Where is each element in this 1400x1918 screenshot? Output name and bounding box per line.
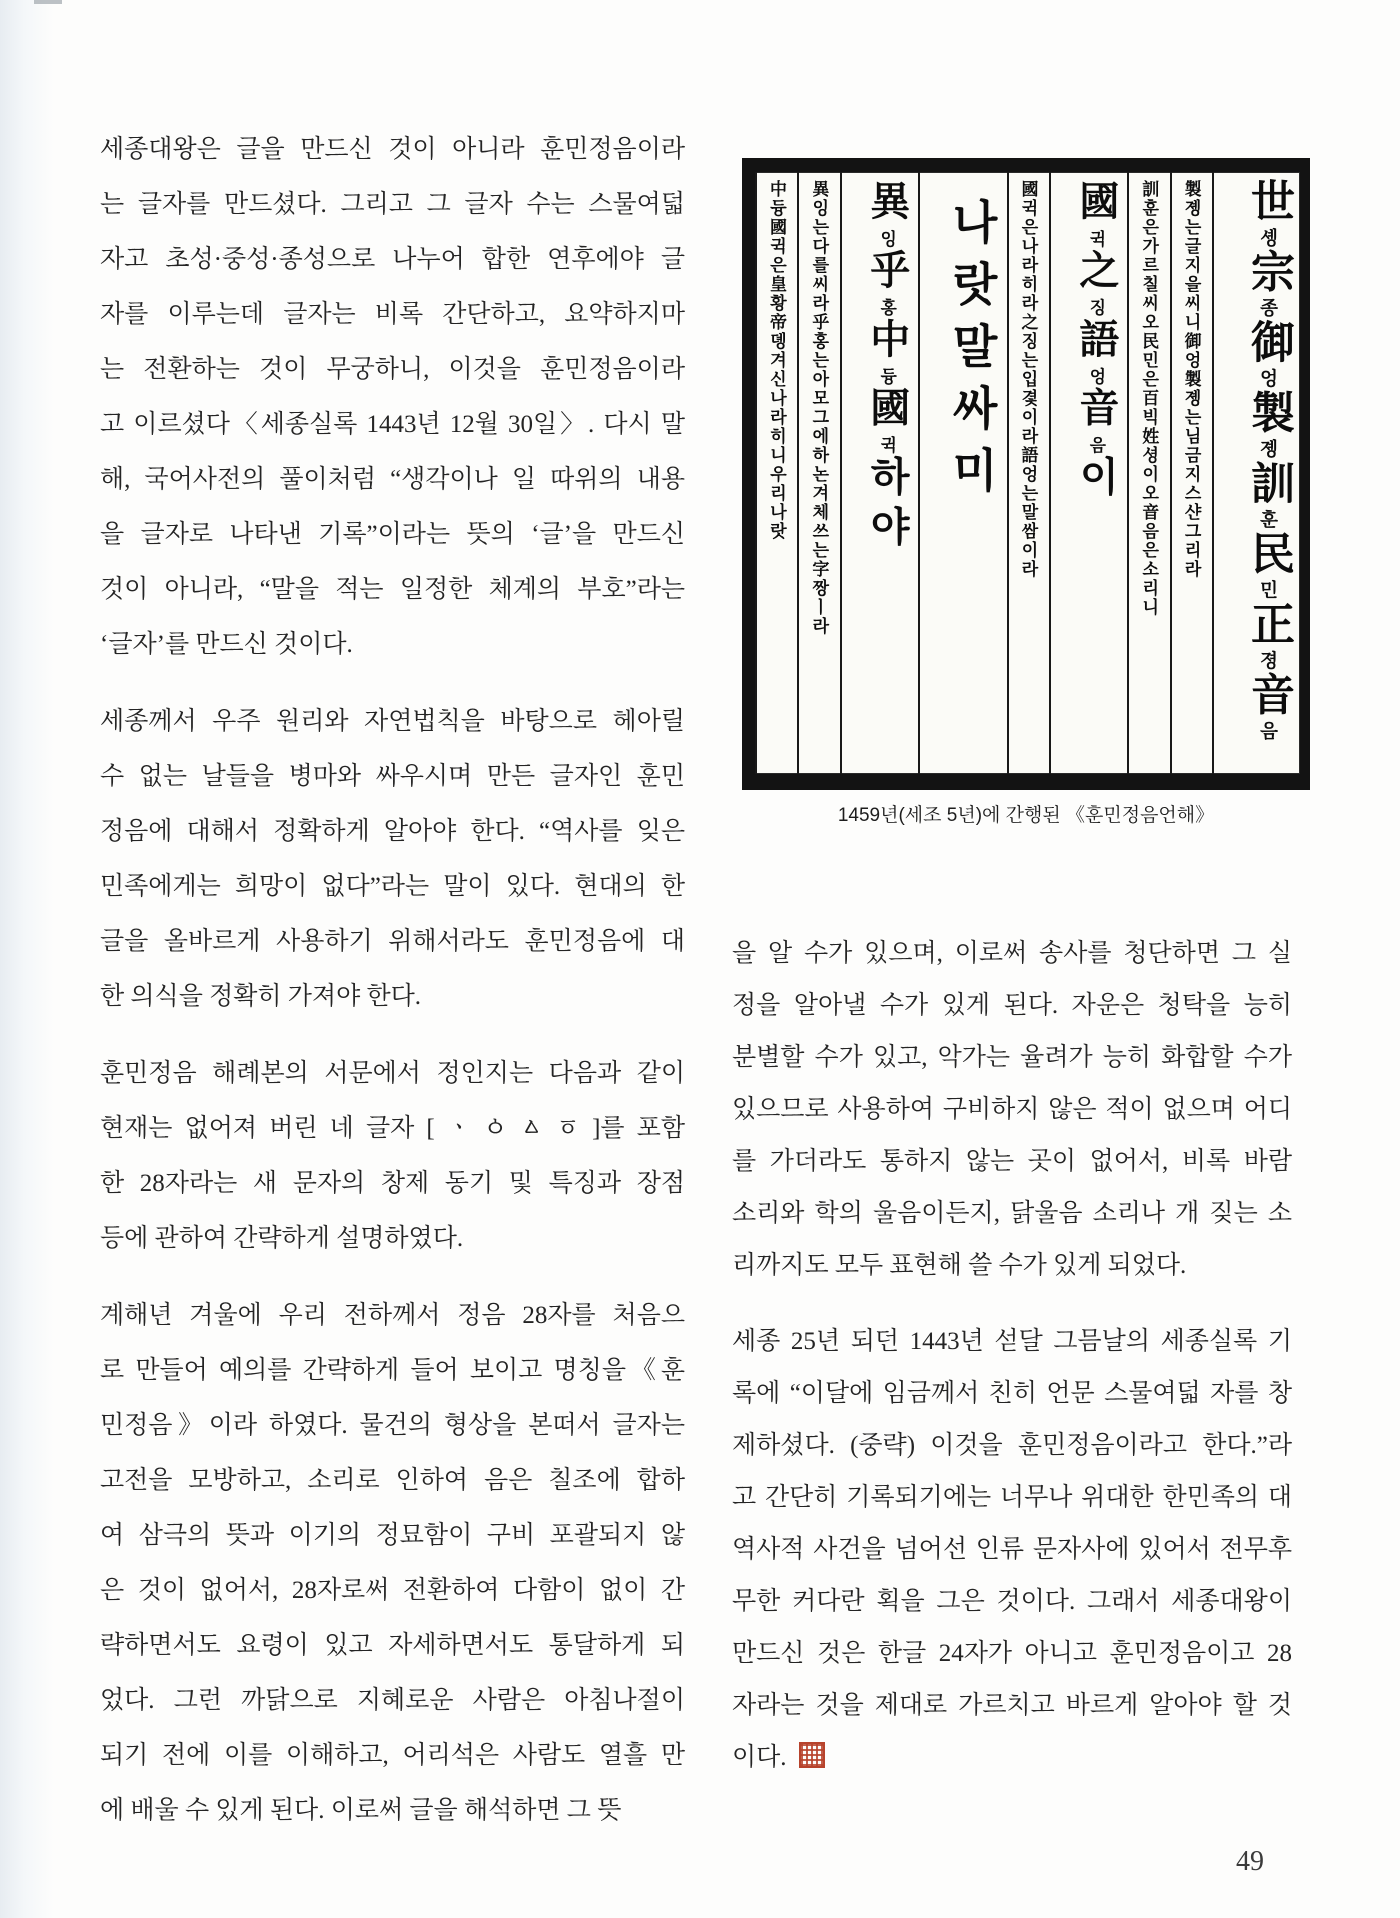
scan-artifact: [34, 0, 62, 4]
facsimile-gloss: 졍: [1258, 650, 1278, 672]
text-line: 만드신 것은 한글 24자가 아니고 훈민정음이고 28: [732, 1640, 1292, 1667]
facsimile-gloss: 훈: [1258, 509, 1278, 531]
facsimile-gloss: 솅: [1258, 228, 1278, 249]
facsimile-gloss: 엉: [1258, 368, 1278, 390]
hunminjeongeum-facsimile-image: [742, 158, 1310, 790]
facsimile-column: [1049, 172, 1125, 774]
text-line: 는 전환하는 것이 무궁하니, 이것을 훈민정음이라: [100, 356, 685, 383]
text-line: 을 알 수가 있으며, 이로써 송사를 청단하면 그 실: [732, 940, 1292, 967]
facsimile-character: 正: [1244, 600, 1293, 651]
text-line: 을 글자로 나타낸 기록”이라는 뜻의 ‘글’을 만드신: [100, 521, 685, 548]
text-line: 분별할 수가 있고, 악가는 율려가 능히 화합할 수가: [732, 1044, 1292, 1071]
facsimile-character: 語: [1073, 317, 1119, 368]
text-line: 록에 “이달에 임금께서 친히 언문 스물여덟 자를 창: [732, 1380, 1292, 1407]
text-line: 현재는 없어져 버린 네 글자 [ ㆍ ㆁ ㅿ ㆆ ]를 포함: [100, 1115, 685, 1142]
text-line: 되기 전에 이를 이해하고, 어리석은 사람도 열흘 만: [100, 1742, 685, 1769]
facsimile-gloss: 징: [1086, 298, 1106, 318]
paragraph: [100, 1288, 685, 1838]
text-line: 었다. 그런 까닭으로 지혜로운 사람은 아침나절이: [100, 1687, 685, 1714]
text-line: 훈민정음 해례본의 서문에서 정인지는 다음과 같이: [100, 1060, 685, 1087]
text-line: 리까지도 모두 표현해 쓸 수가 있게 되었다.: [732, 1252, 1187, 1279]
text-line: 민족에게는 희망이 없다”라는 말이 있다. 현대의 한: [100, 873, 685, 900]
text-line: 한 의식을 정확히 가져야 한다.: [100, 983, 422, 1010]
text-line: 세종대왕은 글을 만드신 것이 아니라 훈민정음이라: [100, 136, 685, 163]
left-text-column: [100, 122, 685, 1838]
text-line: 계해년 겨울에 우리 전하께서 정음 28자를 처음으: [100, 1302, 685, 1329]
text-line: 은 것이 없어서, 28자로써 전환하여 다함이 없이 간: [100, 1577, 685, 1604]
facsimile-gloss: 엉: [1086, 367, 1106, 387]
facsimile-gloss: 음: [1086, 436, 1106, 456]
text-line: 자라는 것을 제대로 가르치고 바르게 알아야 할 것: [732, 1692, 1292, 1719]
facsimile-character: 音: [1244, 671, 1293, 722]
text-line: 략하면서도 요령이 있고 자세하면서도 통달하게 되: [100, 1632, 685, 1659]
text-line: 있으므로 사용하여 구비하지 않은 적이 없으며 어디: [732, 1096, 1292, 1123]
text-line: 로 만들어 예의를 간략하게 들어 보이고 명칭을《훈: [100, 1357, 685, 1384]
paragraph: [732, 928, 1292, 1292]
facsimile-character: 製: [1244, 389, 1293, 440]
facsimile-character: 民: [1244, 530, 1293, 581]
text-line: 자고 초성·중성·종성으로 나누어 합한 연후에야 글: [100, 246, 685, 273]
article-end-seal-icon: [799, 1742, 825, 1768]
text-line: 정을 알아낼 수가 있게 된다. 자운은 청탁을 능히: [732, 992, 1292, 1019]
text-line: 역사적 사건을 넘어선 인류 문자사에 있어서 전무후: [732, 1536, 1292, 1563]
facsimile-character: 御: [1244, 318, 1293, 369]
page-number: 49: [1236, 1846, 1264, 1877]
paragraph: [100, 122, 685, 672]
facsimile-gloss: 듕: [877, 367, 897, 387]
text-line: ‘글자’를 만드신 것이다.: [100, 631, 353, 658]
facsimile-character: 하야: [864, 455, 910, 556]
text-line: 세종께서 우주 원리와 자연법칙을 바탕으로 헤아릴: [100, 708, 685, 735]
text-line: 고 이르셨다〈세종실록 1443년 12월 30일〉. 다시 말: [100, 411, 685, 438]
text-line: 소리와 학의 울음이든지, 닭울음 소리나 개 짖는 소: [732, 1200, 1292, 1227]
text-line: 글을 올바르게 사용하기 위해서라도 훈민정음에 대: [100, 928, 685, 955]
facsimile-column: 訓훈은가르칠씨오民민은百빅姓셩이오音음은소리니: [1127, 172, 1167, 774]
facsimile-gloss: 귁: [877, 436, 897, 456]
facsimile-gloss: 귁: [1086, 230, 1106, 249]
facsimile-column: 中듕國귁은皇황帝뎽겨신나라히니우리나랏: [755, 172, 795, 774]
facsimile-column: 製졩는글지을씨니御엉製졩는님금지스샨그리라: [1170, 172, 1210, 774]
scan-edge-shadow: [0, 0, 54, 1918]
facsimile-gloss: 민: [1258, 580, 1278, 601]
facsimile-character: 中: [864, 317, 910, 368]
facsimile-columns: [755, 172, 1300, 774]
text-line: 한 28자라는 새 문자의 창제 동기 및 특징과 장점: [100, 1170, 685, 1197]
facsimile-character: 之: [1073, 248, 1119, 299]
facsimile-column: 나랏말싸미: [918, 172, 1004, 774]
text-line: 정음에 대해서 정확하게 알아야 한다. “역사를 잊은: [100, 818, 685, 845]
text-line: 무한 커다란 획을 그은 것이다. 그래서 세종대왕이: [732, 1588, 1292, 1615]
text-line: 수 없는 날들을 병마와 싸우시며 만든 글자인 훈민: [100, 763, 685, 790]
text-line: 것이 아니라, “말을 적는 일정한 체계의 부호”라는: [100, 576, 685, 603]
paragraph: [732, 1316, 1292, 1784]
facsimile-character: 訓: [1244, 459, 1293, 510]
figure-caption: 1459년(세조 5년)에 간행된 《훈민정음언해》: [837, 805, 1215, 826]
text-line: 자를 이루는데 글자는 비록 간단하고, 요약하지마: [100, 301, 685, 328]
text-line: 해, 국어사전의 풀이처럼 “생각이나 일 따위의 내용: [100, 466, 685, 493]
text-line: 이다.: [732, 1732, 1292, 1784]
facsimile-character: 宗: [1244, 248, 1293, 299]
facsimile-column: [840, 172, 916, 774]
facsimile-gloss: 종: [1258, 298, 1278, 319]
paragraph: [100, 694, 685, 1024]
facsimile-gloss: 잉: [877, 230, 897, 249]
text-line: 고전을 모방하고, 소리로 인하여 음은 칠조에 합하: [100, 1467, 685, 1494]
text-line: 제하셨다. (중략) 이것을 훈민정음이라고 한다.”라: [732, 1432, 1292, 1459]
facsimile-character: 國: [1073, 180, 1119, 230]
facsimile-character: 이: [1073, 455, 1119, 506]
facsimile-column: [1212, 172, 1300, 774]
paragraph: [100, 1046, 685, 1266]
facsimile-column: 異잉는다를씨라乎홍는아모그에하논겨체쓰는字짱ㅣ라: [797, 172, 837, 774]
text-line: 세종 25년 되던 1443년 섣달 그믐날의 세종실록 기: [732, 1328, 1292, 1355]
text-line: 는 글자를 만드셨다. 그리고 그 글자 수는 스물여덟: [100, 191, 685, 218]
facsimile-column: 國귁은나라히라之징는입겿이라語엉는말쌈이라: [1007, 172, 1047, 774]
facsimile-character: 音: [1073, 386, 1119, 437]
text-line: 고 간단히 기록되기에는 너무나 위대한 한민족의 대: [732, 1484, 1292, 1511]
facsimile-character: 國: [864, 386, 910, 437]
facsimile-gloss: 졩: [1258, 439, 1278, 460]
text-line: 민정음》이라 하였다. 물건의 형상을 본떠서 글자는: [100, 1412, 685, 1439]
facsimile-character: 乎: [864, 248, 910, 299]
facsimile-gloss: 홍: [877, 298, 897, 318]
text-line: 등에 관하여 간략하게 설명하였다.: [100, 1225, 464, 1252]
facsimile-character: 世: [1244, 178, 1293, 228]
text-line: 에 배울 수 있게 된다. 이로써 글을 해석하면 그 뜻: [100, 1797, 622, 1824]
facsimile-character: 異: [864, 180, 910, 230]
facsimile-gloss: 음: [1258, 721, 1278, 742]
right-text-column: [732, 928, 1292, 1784]
text-line: 여 삼극의 뜻과 이기의 정묘함이 구비 포괄되지 않: [100, 1522, 685, 1549]
text-line: 를 가더라도 통하지 않는 곳이 없어서, 비록 바람: [732, 1148, 1292, 1175]
